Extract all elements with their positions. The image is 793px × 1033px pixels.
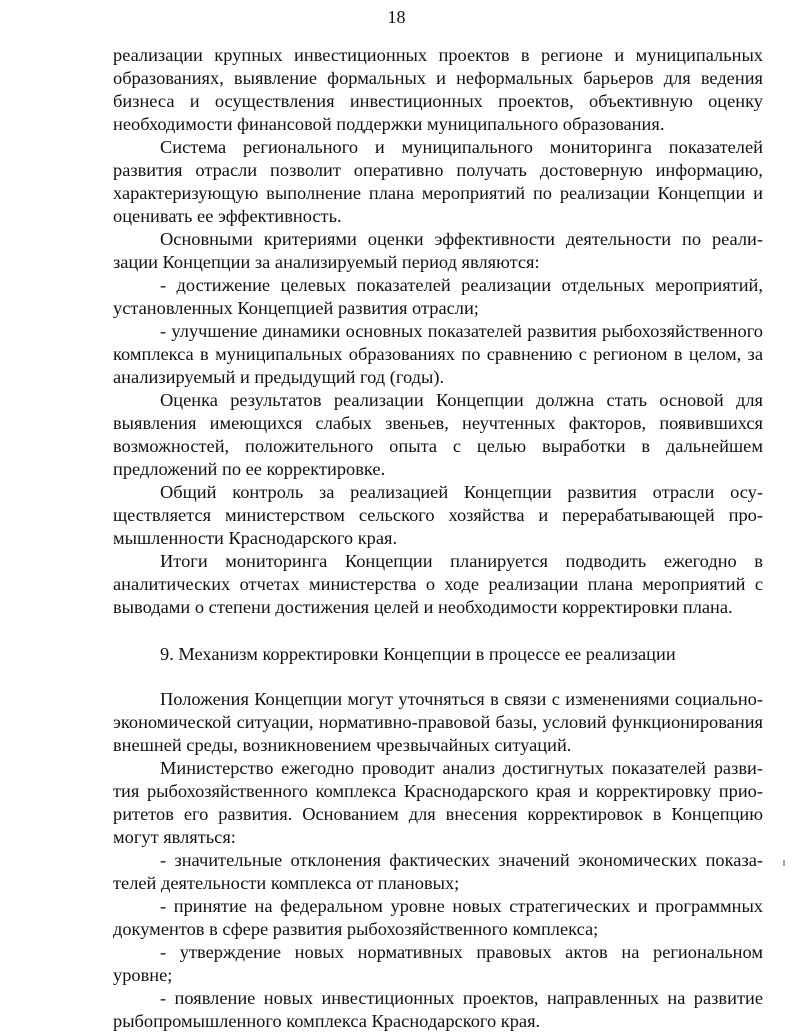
paragraph-criteria-intro: Основными критериями оценки эффективности деятельности по реализации Концепции за анализируемый период являются: — [113, 229, 763, 272]
list-item-reason-2: - принятие на федеральном уровне новых стратегических и программных документов в сфере развития рыбохозяйственного комплекса; — [113, 896, 763, 939]
list-item-reason-4: - появление новых инвестиционных проектов, направленных на развитие рыбопромышленного комплекса Краснодарского края. — [113, 988, 763, 1031]
document-body — [113, 44, 763, 1033]
paragraph-evaluation: Оценка результатов реализации Концепции должна стать основой для выявления имеющихся слабых звеньев, неучтенных факторов, появившихся возможностей, положительного опыта с целью выработки в дальнейшем предложений по ее корректировке. — [113, 390, 763, 479]
paragraph-monitoring-results: Итоги мониторинга Концепции планируется подводить ежегодно в аналитических отчетах министерства о ходе реализации плана мероприятий с выводами о степени достижения целей и необходимости корректировки плана. — [113, 551, 763, 617]
page-number: 18 — [387, 7, 406, 27]
section-heading: 9. Механизм корректировки Концепции в процессе ее реализации — [160, 644, 676, 664]
list-item-criteria-2: - улучшение динамики основных показателей развития рыбохозяйственного комплекса в муниципальных образованиях по сравнению с регионом в целом, за анализируемый и предыдущий год (годы). — [113, 321, 763, 387]
list-item-reason-1: - значительные отклонения фактических значений экономических показателей деятельности комплекса от плановых; — [113, 850, 763, 893]
paragraph-ministry-analysis: Министерство ежегодно проводит анализ достигнутых показателей развития рыбохозяйственного комплекса Краснодарского края и корректировку приоритетов его развития. Основанием для внесения корректировок в Концепцию могут являться: — [113, 758, 763, 847]
list-item-criteria-1: - достижение целевых показателей реализации отдельных мероприятий, установленных Концепцией развития отрасли; — [113, 275, 763, 318]
paragraph-general-control: Общий контроль за реализацией Концепции развития отрасли осуществляется министерством сельского хозяйства и перерабатывающей промышленности Краснодарского края. — [113, 482, 763, 548]
paragraph-provisions: Положения Концепции могут уточняться в связи с изменениями социально-экономической ситуации, нормативно-правовой базы, условий функционирования внешней среды, возникновением чрезвычайных ситуаций. — [113, 689, 763, 755]
paragraph-monitoring-system: Система регионального и муниципального мониторинга показателей развития отрасли позволит оперативно получать достоверную информацию, характеризующую выполнение плана мероприятий по реализации Концепции и оценивать ее эффективность. — [113, 137, 763, 226]
scan-mark — [783, 860, 785, 866]
list-item-reason-3: - утверждение новых нормативных правовых актов на региональном уровне; — [113, 942, 763, 985]
paragraph-continuation: реализации крупных инвестиционных проектов в регионе и муниципальных образованиях, выявление формальных и неформальных барьеров для ведения бизнеса и осуществления инвестиционных проектов, объективную оценку необходимости финансовой поддержки муниципального образования. — [113, 45, 763, 134]
